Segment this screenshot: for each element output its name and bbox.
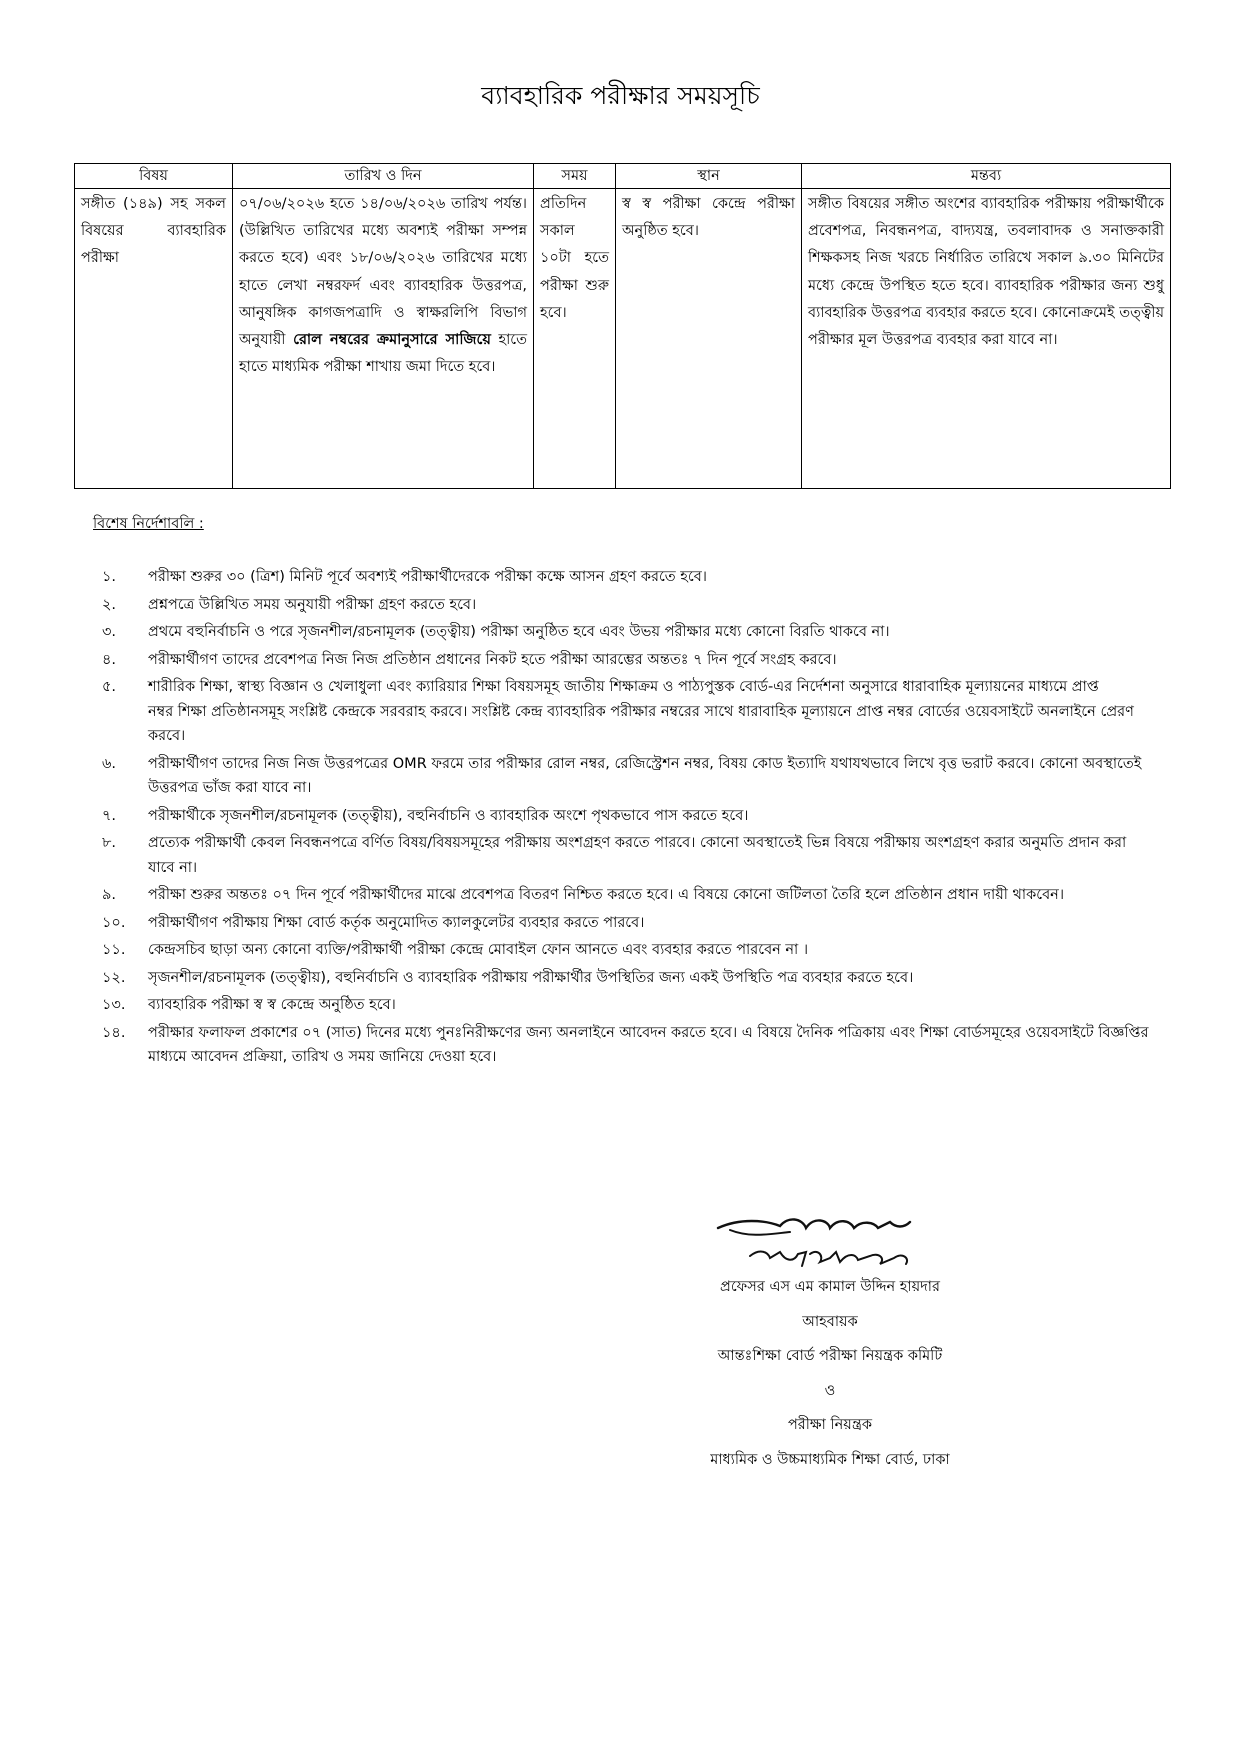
list-item-number: ১২. xyxy=(102,969,126,986)
header-remarks: মন্তব্য xyxy=(802,164,1171,189)
header-subject: বিষয় xyxy=(75,164,233,189)
list-item-text: কেন্দ্রসচিব ছাড়া অন্য কোনো ব্যক্তি/পরীক্ষার্থী পরীক্ষা কেন্দ্রে মোবাইল ফোন আনতে এবং ব্যবহার করতে পারবেন না । xyxy=(148,942,809,958)
list-item xyxy=(94,565,1154,590)
page-title: ব্যাবহারিক পরীক্ষার সময়সূচি xyxy=(481,81,760,110)
signature-block xyxy=(640,1270,1020,1477)
list-item-text: সৃজনশীল/রচনামূলক (তত্ত্বীয়), বহুনির্বাচনি ও ব্যাবহারিক পরীক্ষায় পরীক্ষার্থীর উপস্থিতির জন্য একই উপস্থিতি পত্র ব্যবহার করতে হবে। xyxy=(148,969,914,986)
signatory-name: প্রফেসর এস এম কামাল উদ্দিন হায়দার xyxy=(720,1279,940,1295)
list-item-text: পরীক্ষা শুরুর অন্ততঃ ০৭ দিন পূর্বে পরীক্ষার্থীদের মাঝে প্রবেশপত্র বিতরণ নিশ্চিত করতে হবে। এ বিষয়ে কোনো জটিলতা তৈরি হলে প্রতিষ্ঠান প্রধান দায়ী থাকবেন। xyxy=(148,887,1065,903)
list-item-text: পরীক্ষার্থীকে সৃজনশীল/রচনামূলক (তত্ত্বীয়), বহুনির্বাচনি ও ব্যাবহারিক অংশে পৃথকভাবে পাস করতে হবে। xyxy=(148,807,749,824)
list-item xyxy=(94,675,1154,749)
list-item-text: পরীক্ষার্থীগণ তাদের নিজ নিজ উত্তরপত্রের OMR ফরমে তার পরীক্ষার রোল নম্বর, রেজিস্ট্রেশন নম্বর, বিষয় কোড ইত্যাদি যথাযথভাবে লিখে বৃত্ত ভরাট করবে। কোনো অবস্থাতেই উত্তরপত্র ভাঁজ করা যাবে না। xyxy=(148,755,1142,796)
list-item xyxy=(94,993,1154,1018)
list-item-number: ১৪. xyxy=(102,1024,126,1041)
list-item-number: ৫. xyxy=(102,679,117,695)
list-item-number: ৪. xyxy=(102,651,117,668)
list-item xyxy=(94,966,1154,991)
list-item-text: পরীক্ষা শুরুর ৩০ (ত্রিশ) মিনিট পূর্বে অবশ্যই পরীক্ষার্থীদেরকে পরীক্ষা কক্ষে আসন গ্রহণ করতে হবে। xyxy=(148,569,707,585)
cell-date xyxy=(233,189,534,489)
table-row xyxy=(75,189,1171,489)
list-item-text: পরীক্ষার্থীগণ পরীক্ষায় শিক্ষা বোর্ড কর্তৃক অনুমোদিত ক্যালকুলেটর ব্যবহার করতে পারবে। xyxy=(148,914,645,931)
signatory-committee: আন্তঃশিক্ষা বোর্ড পরীক্ষা নিয়ন্ত্রক কমিটি xyxy=(717,1348,943,1364)
list-item-number: ১১. xyxy=(102,942,126,958)
list-item-number: ১০. xyxy=(102,914,126,931)
list-item-number: ৬. xyxy=(102,755,117,772)
list-item xyxy=(94,831,1154,880)
list-item-text: প্রথমে বহুনির্বাচনি ও পরে সৃজনশীল/রচনামূলক (তত্ত্বীয়) পরীক্ষা অনুষ্ঠিত হবে এবং উভয় পরীক্ষার মধ্যে কোনো বিরতি থাকবে না। xyxy=(148,624,890,640)
signatory-role2: পরীক্ষা নিয়ন্ত্রক xyxy=(787,1417,873,1433)
date-text-2: হাতে হাতে মাধ্যমিক পরীক্ষা শাখায় জমা দিতে হবে। xyxy=(239,332,528,376)
signatory-role: আহবায়ক xyxy=(802,1313,858,1330)
header-date: তারিখ ও দিন xyxy=(233,164,534,189)
cell-remarks: সঙ্গীত বিষয়ের সঙ্গীত অংশের ব্যাবহারিক পরীক্ষায় পরীক্ষার্থীকে প্রবেশপত্র, নিবন্ধনপত্র, বাদ্যযন্ত্র, তবলাবাদক ও সনাক্তকারী শিক্ষকসহ নিজ খরচে নির্ধারিত তারিখে সকাল ৯.৩০ মিনিটের মধ্যে কেন্দ্রে উপস্থিত হতে হবে। ব্যাবহারিক পরীক্ষার জন্য শুধু ব্যাবহারিক উত্তরপত্র ব্যবহার করতে হবে। কোনোক্রমেই তত্ত্বীয় পরীক্ষার মূল উত্তরপত্র ব্যবহার করা যাবে না। xyxy=(802,189,1171,489)
list-item-number: ৯. xyxy=(102,887,117,903)
notes-heading: বিশেষ নির্দেশাবলি : xyxy=(93,516,204,532)
list-item xyxy=(94,938,1154,963)
list-item-number: ৭. xyxy=(102,807,117,824)
list-item xyxy=(94,911,1154,936)
list-item xyxy=(94,883,1154,908)
list-item-continuation: নম্বর শিক্ষা প্রতিষ্ঠানসমূহ সংশ্লিষ্ট কেন্দ্রকে সরবরাহ করবে। সংশ্লিষ্ট কেন্দ্র ব্যাবহারিক পরীক্ষার নম্বরের সাথে ধারাবাহিক মূল্যায়নে প্রাপ্ত নম্বর বোর্ডের ওয়েবসাইটে অনলাইনে প্রেরণ করবে। xyxy=(148,703,1134,744)
list-item xyxy=(94,804,1154,829)
schedule-table xyxy=(74,163,1171,489)
cell-place: স্ব স্ব পরীক্ষা কেন্দ্রে পরীক্ষা অনুষ্ঠিত হবে। xyxy=(616,189,802,489)
list-item-number: ১৩. xyxy=(102,997,126,1013)
cell-subject: সঙ্গীত (১৪৯) সহ সকল বিষয়ের ব্যাবহারিক পরীক্ষা xyxy=(75,189,233,489)
date-text-bold: রোল নম্বরের ক্রমানুসারে সাজিয়ে xyxy=(293,332,491,349)
list-item-text: শারীরিক শিক্ষা, স্বাস্থ্য বিজ্ঞান ও খেলাধুলা এবং ক্যারিয়ার শিক্ষা বিষয়সমূহ জাতীয় শিক্ষাক্রম ও পাঠ্যপুস্তক বোর্ড-এর নির্দেশনা অনুসারে ধারাবাহিক মূল্যায়নের মাধ্যমে প্রাপ্ত xyxy=(148,679,1099,695)
list-item xyxy=(94,752,1154,801)
signatory-conjunction: ও xyxy=(824,1382,836,1399)
list-item-text: পরীক্ষার্থীগণ তাদের প্রবেশপত্র নিজ নিজ প্রতিষ্ঠান প্রধানের নিকট হতে পরীক্ষা আরম্ভের অন্ততঃ ৭ দিন পূর্বে সংগ্রহ করবে। xyxy=(148,651,837,668)
list-item-number: ১. xyxy=(102,569,117,585)
list-item xyxy=(94,1021,1154,1070)
list-item xyxy=(94,648,1154,673)
list-item-number: ৮. xyxy=(102,835,117,851)
table-header-row xyxy=(75,164,1171,189)
signatory-board: মাধ্যমিক ও উচ্চমাধ্যমিক শিক্ষা বোর্ড, ঢাকা xyxy=(710,1451,950,1468)
list-item-text: ব্যাবহারিক পরীক্ষা স্ব স্ব কেন্দ্রে অনুষ্ঠিত হবে। xyxy=(148,997,396,1013)
list-item-text: প্রত্যেক পরীক্ষার্থী কেবল নিবন্ধনপত্রে বর্ণিত বিষয়/বিষয়সমূহের পরীক্ষায় অংশগ্রহণ করতে পারবে। কোনো অবস্থাতেই ভিন্ন বিষয়ে পরীক্ষায় অংশগ্রহণ করার অনুমতি প্রদান করা যাবে না। xyxy=(148,835,1127,876)
handwritten-signature xyxy=(710,1208,940,1278)
cell-time: প্রতিদিন সকাল ১০টা হতে পরীক্ষা শুরু হবে। xyxy=(534,189,616,489)
header-place: স্থান xyxy=(616,164,802,189)
list-item-text: পরীক্ষার ফলাফল প্রকাশের ০৭ (সাত) দিনের মধ্যে পুনঃনিরীক্ষণের জন্য অনলাইনে আবেদন করতে হবে। এ বিষয়ে দৈনিক পত্রিকায় এবং শিক্ষা বোর্ডসমূহের ওয়েবসাইটে বিজ্ঞপ্তির মাধ্যমে আবেদন প্রক্রিয়া, তারিখ ও সময় জানিয়ে দেওয়া হবে। xyxy=(148,1024,1149,1065)
header-time: সময় xyxy=(534,164,616,189)
list-item-text: প্রশ্নপত্রে উল্লিখিত সময় অনুযায়ী পরীক্ষা গ্রহণ করতে হবে। xyxy=(148,596,477,613)
list-item xyxy=(94,593,1154,618)
notes-list xyxy=(94,565,1154,1073)
list-item-number: ২. xyxy=(102,596,117,613)
date-text-1: ০৭/০৬/২০২৬ হতে ১৪/০৬/২০২৬ তারিখ পর্যন্ত। (উল্লিখিত তারিখের মধ্যে অবশ্যই পরীক্ষা সম্পন্ন করতে হবে) এবং ১৮/০৬/২০২৬ তারিখের মধ্যে হাতে লেখা নম্বরফর্দ এবং ব্যাবহারিক উত্তরপত্র, আনুষঙ্গিক কাগজপত্রাদি ও স্বাক্ষরলিপি বিভাগ অনুযায়ী xyxy=(239,196,527,349)
list-item-number: ৩. xyxy=(102,624,117,640)
list-item xyxy=(94,620,1154,645)
